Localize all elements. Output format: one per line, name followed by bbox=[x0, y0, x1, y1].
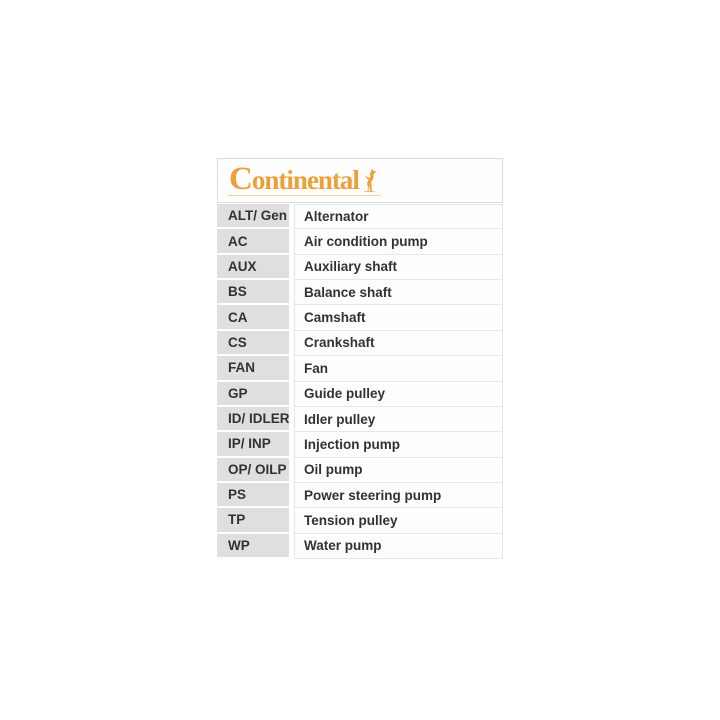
continental-logo bbox=[228, 160, 381, 197]
table-row bbox=[217, 407, 503, 432]
table-row bbox=[217, 331, 503, 356]
table-row bbox=[217, 255, 503, 280]
description-cell: Crankshaft bbox=[294, 331, 503, 356]
description-cell: Air condition pump bbox=[294, 229, 503, 254]
abbr-cell: WP bbox=[217, 534, 289, 559]
description-cell: Camshaft bbox=[294, 305, 503, 330]
description-cell: Tension pulley bbox=[294, 508, 503, 533]
abbr-cell: OP/ OILP bbox=[217, 458, 289, 483]
description-cell: Guide pulley bbox=[294, 382, 503, 407]
table-row bbox=[217, 382, 503, 407]
table-row bbox=[217, 356, 503, 381]
description-cell: Power steering pump bbox=[294, 483, 503, 508]
abbr-cell: BS bbox=[217, 280, 289, 305]
abbr-cell: AUX bbox=[217, 255, 289, 280]
abbr-cell: AC bbox=[217, 229, 289, 254]
description-cell: Water pump bbox=[294, 534, 503, 559]
abbreviation-table bbox=[217, 204, 503, 559]
legend-panel bbox=[217, 158, 503, 559]
description-cell: Oil pump bbox=[294, 458, 503, 483]
description-cell: Auxiliary shaft bbox=[294, 255, 503, 280]
table-row bbox=[217, 432, 503, 457]
abbr-cell: ALT/ Gen bbox=[217, 204, 289, 229]
table-row bbox=[217, 458, 503, 483]
table-row bbox=[217, 229, 503, 254]
brand-header bbox=[217, 158, 503, 203]
table-row bbox=[217, 534, 503, 559]
abbr-cell: IP/ INP bbox=[217, 432, 289, 457]
abbr-cell: PS bbox=[217, 483, 289, 508]
table-row bbox=[217, 280, 503, 305]
abbr-cell: CS bbox=[217, 331, 289, 356]
continental-logo-text: Continental bbox=[229, 160, 359, 197]
description-cell: Balance shaft bbox=[294, 280, 503, 305]
abbr-cell: GP bbox=[217, 382, 289, 407]
abbr-cell: FAN bbox=[217, 356, 289, 381]
abbr-cell: CA bbox=[217, 305, 289, 330]
description-cell: Alternator bbox=[294, 204, 503, 229]
abbr-cell: ID/ IDLER bbox=[217, 407, 289, 432]
table-row bbox=[217, 305, 503, 330]
table-row bbox=[217, 508, 503, 533]
description-cell: Fan bbox=[294, 356, 503, 381]
table-row bbox=[217, 204, 503, 229]
table-row bbox=[217, 483, 503, 508]
description-cell: Idler pulley bbox=[294, 407, 503, 432]
rearing-horse-icon bbox=[361, 167, 378, 193]
abbr-cell: TP bbox=[217, 508, 289, 533]
description-cell: Injection pump bbox=[294, 432, 503, 457]
